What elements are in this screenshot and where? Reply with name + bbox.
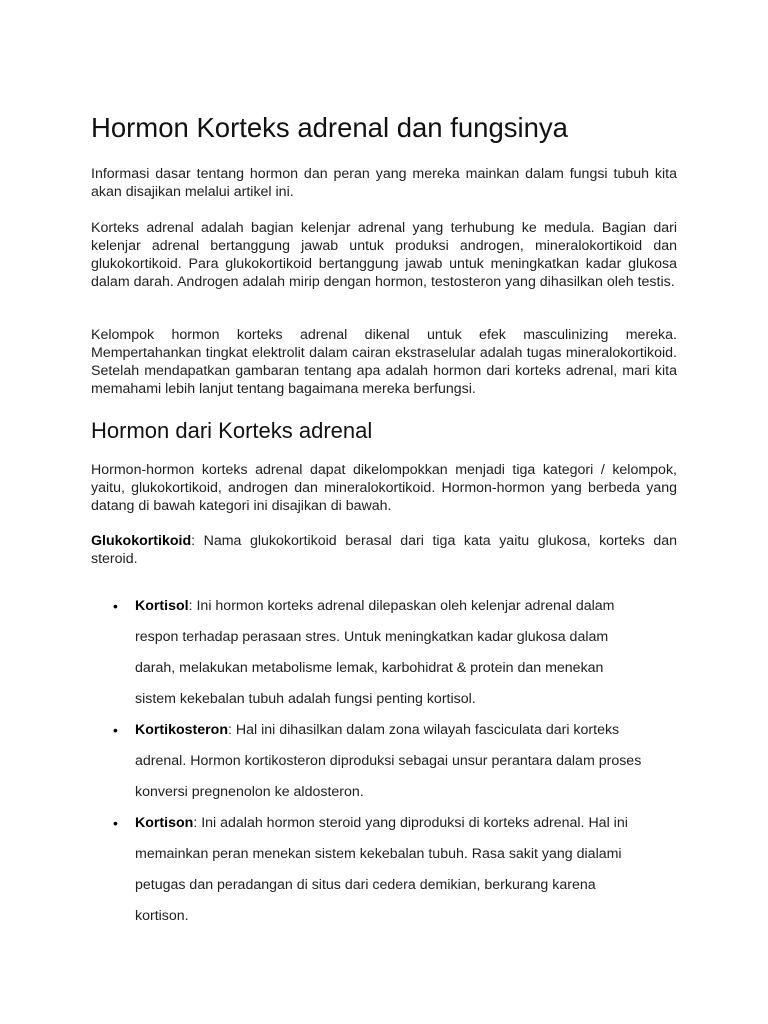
list-item-kortisol (91, 591, 647, 715)
paragraph-korteks-adrenal: Korteks adrenal adalah bagian kelenjar adrenal yang terhubung ke medula. Bagian dari kelenjar adrenal bertanggung jawab untuk produksi androgen, mineralokortikoid dan glukokortikoid. Para glukokortikoid bertanggung jawab untuk meningkatkan kadar glukosa dalam darah. Androgen adalah mirip dengan hormon, testosteron yang dihasilkan oleh testis. (91, 220, 677, 290)
page-title: Hormon Korteks adrenal dan fungsinya (91, 112, 568, 143)
list-item-kortikosteron (91, 715, 647, 808)
list-item-kortison (91, 808, 647, 932)
paragraph-kelompok-hormon: Kelompok hormon korteks adrenal dikenal untuk efek masculinizing mereka. Mempertahankan tingkat elektrolit dalam cairan ekstraselular adalah tugas mineralokortikoid. Setelah mendapatkan gambaran tentang apa adalah hormon dari korteks adrenal, mari kita memahami lebih lanjut tentang bagaimana mereka berfungsi. (91, 327, 677, 397)
kortisol-text: : Ini hormon korteks adrenal dilepaskan oleh kelenjar adrenal dalam respon terhadap perasaan stres. Untuk meningkatkan kadar glukosa dalam darah, melakukan metabolisme lemak, karbohidrat & protein dan menekan sistem kekebalan tubuh adalah fungsi penting kortisol. (135, 598, 615, 707)
bullet-icon: • (113, 815, 118, 831)
kortikosteron-text: : Hal ini dihasilkan dalam zona wilayah fasciculata dari korteks adrenal. Hormon kortikosteron diproduksi sebagai unsur perantara dalam proses konversi pregnenolon ke aldosteron. (135, 722, 642, 800)
glukokortikoid-term: Glukokortikoid (91, 533, 192, 549)
paragraph-kategori: Hormon-hormon korteks adrenal dapat dikelompokkan menjadi tiga kategori / kelompok, yaitu, glukokortikoid, androgen dan mineralokortikoid. Hormon-hormon yang berbeda yang datang di bawah kategori ini disajikan di bawah. (91, 462, 677, 514)
bullet-icon: • (113, 598, 118, 614)
bullet-icon: • (113, 722, 118, 738)
intro-paragraph: Informasi dasar tentang hormon dan peran yang mereka mainkan dalam fungsi tubuh kita akan disajikan melalui artikel ini. (91, 166, 677, 200)
kortisol-term: Kortisol (135, 598, 189, 614)
kortikosteron-term: Kortikosteron (135, 722, 229, 738)
kortison-text: : Ini adalah hormon steroid yang diproduksi di korteks adrenal. Hal ini memainkan peran menekan sistem kekebalan tubuh. Rasa sakit yang dialami petugas dan peradangan di situs dari cedera demikian, berkurang karena kortison. (135, 815, 628, 924)
glukokortikoid-text: : Nama glukokortikoid berasal dari tiga kata yaitu glukosa, korteks dan steroid. (91, 533, 677, 567)
section-heading-hormon: Hormon dari Korteks adrenal (91, 418, 373, 443)
paragraph-glukokortikoid (91, 532, 677, 568)
hormone-list (91, 591, 677, 932)
kortison-term: Kortison (135, 815, 194, 831)
